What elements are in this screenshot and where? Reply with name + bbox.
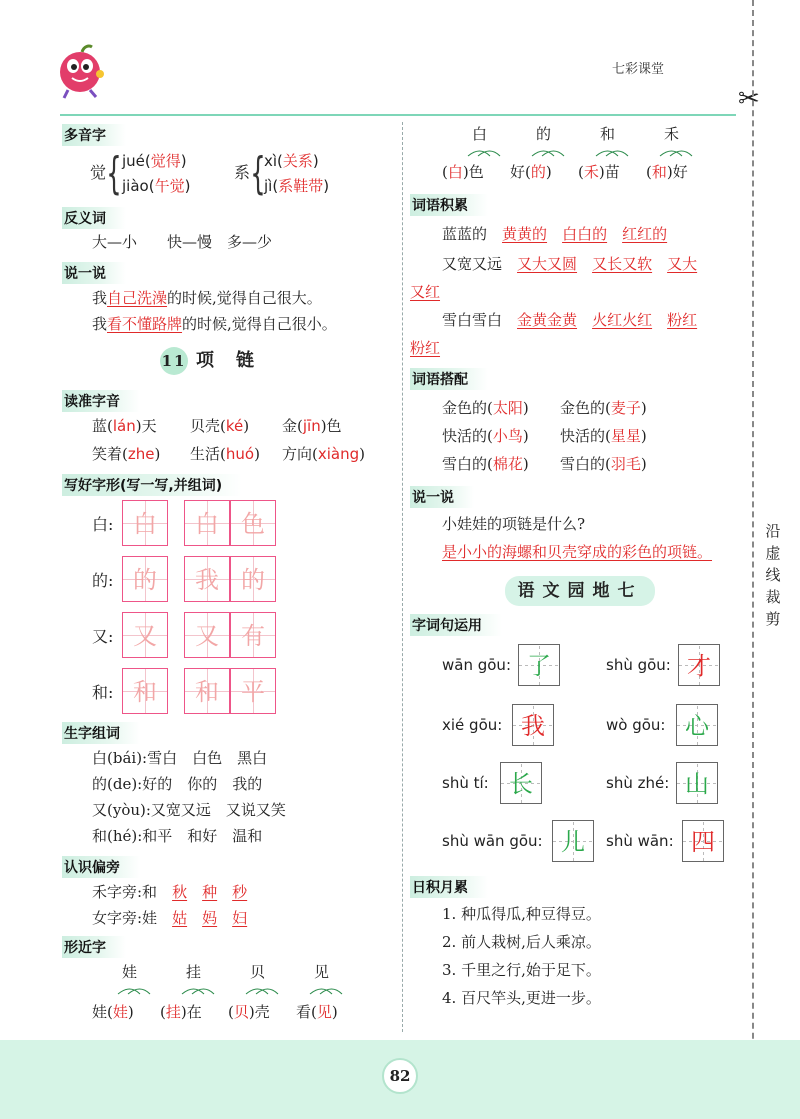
stroke-char: 儿 — [561, 828, 585, 856]
lesson-number: 11 — [160, 347, 188, 375]
stroke-char: 才 — [687, 652, 711, 680]
tian-grid — [676, 704, 718, 746]
writing-grid: 又 — [122, 612, 168, 658]
writing-grid: 色 — [230, 500, 276, 546]
saying-line: 2. 前人栽树,后人乘凉。 — [442, 933, 601, 951]
tian-grid — [678, 644, 720, 686]
writing-grid: 又 — [184, 612, 230, 658]
writing-grid: 的 — [230, 556, 276, 602]
collocation-item: 金色的(太阳) — [442, 399, 529, 417]
cut-label-char: 沿 — [765, 522, 781, 540]
pron-item: 方向(xiàng) — [282, 445, 365, 463]
writing-grid: 的 — [122, 556, 168, 602]
writing-grid: 白 — [122, 500, 168, 546]
stroke-pinyin: shù wān gōu: — [442, 832, 543, 850]
cut-label-char: 虚 — [765, 544, 781, 562]
stroke-char: 四 — [691, 828, 715, 856]
similar-char: 见 — [314, 963, 330, 981]
connector-lines — [110, 984, 350, 996]
stroke-char: 了 — [527, 652, 551, 680]
write-row-label: 的: — [92, 571, 114, 590]
similar-char: 禾 — [664, 125, 680, 143]
section-riji-heading: 日积月累 — [410, 876, 488, 898]
connector-lines — [460, 146, 700, 158]
section-xiehao-heading: 写好字形(写一写,并组词) — [62, 474, 242, 496]
section-duoyin-heading: 多音字 — [62, 124, 126, 146]
writing-grid: 我 — [184, 556, 230, 602]
lesson-name: 项 链 — [196, 350, 256, 371]
similar-char: 娃 — [122, 963, 138, 981]
word-group-line: 又(yòu):又宽又远 又说又笑 — [92, 801, 286, 819]
cut-line — [752, 0, 754, 1119]
tian-grid — [500, 762, 542, 804]
pron-item: 生活(huó) — [190, 445, 260, 463]
saying-line: 1. 种瓜得瓜,种豆得豆。 — [442, 905, 601, 923]
collocation-item: 雪白的(羽毛) — [560, 455, 647, 473]
cut-label-char: 线 — [765, 566, 781, 584]
similar-answer: (禾)苗 — [578, 163, 620, 181]
write-row-label: 白: — [92, 515, 114, 534]
polyphone-char-1: 觉 — [90, 163, 107, 182]
cut-label — [763, 520, 783, 630]
pron-item: 笑着(zhe) — [92, 445, 161, 463]
stroke-pinyin: wò gōu: — [606, 716, 666, 734]
scissors-icon: ✂ — [738, 84, 760, 114]
writing-grid: 白 — [184, 500, 230, 546]
radical-line-1: 禾字旁:和 秋 种 秒 — [92, 883, 248, 901]
stroke-pinyin: xié gōu: — [442, 716, 503, 734]
stroke-char: 山 — [685, 770, 709, 798]
word-group-line: 和(hé):和平 和好 温和 — [92, 827, 263, 845]
writing-grid: 和 — [122, 668, 168, 714]
section-zici-heading: 字词句运用 — [410, 614, 502, 636]
similar-answer: 娃(娃) — [92, 1003, 134, 1021]
collocation-item: 快活的(小鸟) — [442, 427, 529, 445]
speak-line-1: 我自己洗澡的时候,觉得自己很大。 — [92, 289, 322, 307]
writing-grid: 和 — [184, 668, 230, 714]
section-dapei-heading: 词语搭配 — [410, 368, 488, 390]
speak-question: 小娃娃的项链是什么? — [442, 515, 586, 533]
polyphone-1-reading-2: jiào(午觉) — [122, 177, 191, 195]
tian-grid — [552, 820, 594, 862]
tian-grid — [512, 704, 554, 746]
write-row-label: 和: — [92, 683, 114, 702]
stroke-pinyin: wān gōu: — [442, 656, 511, 674]
section-pianpang-heading: 认识偏旁 — [62, 856, 140, 878]
stroke-pinyin: shù zhé: — [606, 774, 670, 792]
collocation-item: 快活的(星星) — [560, 427, 647, 445]
word-group-line: 白(bái):雪白 白色 黑白 — [92, 749, 268, 767]
stroke-pinyin: shù tí: — [442, 774, 489, 792]
similar-answer: (贝)壳 — [228, 1003, 270, 1021]
antonyms-text: 大—小 快—慢 多—少 — [92, 233, 273, 251]
write-row-label: 又: — [92, 627, 114, 646]
word-accum-line-1: 蓝蓝的 黄黄的 白白的 红红的 — [442, 225, 668, 243]
radical-line-2: 女字旁:娃 姑 妈 妇 — [92, 909, 248, 927]
pron-item: 金(jīn)色 — [282, 417, 342, 435]
section-shuo-heading: 说一说 — [62, 262, 126, 284]
section-xingjin-heading: 形近字 — [62, 936, 126, 958]
cut-label-char: 裁 — [765, 588, 781, 606]
header-divider — [60, 114, 736, 116]
stroke-char: 我 — [521, 712, 545, 740]
word-group-line: 的(de):好的 你的 我的 — [92, 775, 263, 793]
header-title: 七彩课堂 — [612, 62, 665, 77]
tian-grid — [518, 644, 560, 686]
section-fanyi-heading: 反义词 — [62, 207, 126, 229]
tian-grid — [682, 820, 724, 862]
saying-line: 4. 百尺竿头,更进一步。 — [442, 989, 601, 1007]
collocation-item: 雪白的(棉花) — [442, 455, 529, 473]
collocation-item: 金色的(麦子) — [560, 399, 647, 417]
stroke-char: 心 — [685, 712, 709, 740]
unit-title: 语文园地七 — [505, 576, 655, 606]
polyphone-2-reading-2: jì(系鞋带) — [264, 177, 330, 195]
similar-answer: 好(的) — [510, 163, 552, 181]
speak-line-2: 我看不懂路牌的时候,觉得自己很小。 — [92, 315, 337, 333]
section-shengzi-heading: 生字组词 — [62, 722, 140, 744]
apple-mascot-icon — [56, 44, 106, 100]
tian-grid — [676, 762, 718, 804]
similar-answer: (和)好 — [646, 163, 688, 181]
section-shuo2-heading: 说一说 — [410, 486, 474, 508]
section-duzhun-heading: 读准字音 — [62, 390, 140, 412]
similar-char: 和 — [600, 125, 616, 143]
word-accum-line-2: 又宽又远 又大又圆 又长又软 又大 — [442, 255, 698, 273]
writing-grid: 平 — [230, 668, 276, 714]
section-ciyu-heading: 词语积累 — [410, 194, 488, 216]
saying-line: 3. 千里之行,始于足下。 — [442, 961, 601, 979]
similar-char: 挂 — [186, 963, 202, 981]
brace-icon: { — [250, 148, 266, 199]
stroke-pinyin: shù gōu: — [606, 656, 671, 674]
brace-icon: { — [106, 148, 122, 199]
polyphone-1-reading-1: jué(觉得) — [122, 152, 187, 170]
pron-item: 贝壳(ké) — [190, 417, 250, 435]
writing-grid: 有 — [230, 612, 276, 658]
speak-answer: 是小小的海螺和贝壳穿成的彩色的项链。 — [442, 543, 713, 561]
polyphone-char-2: 系 — [234, 163, 251, 182]
similar-answer: (白)色 — [442, 163, 484, 181]
word-accum-line-3b: 粉红 — [410, 339, 441, 357]
cut-label-char: 剪 — [765, 610, 781, 628]
stroke-pinyin: shù wān: — [606, 832, 674, 850]
pron-item: 蓝(lán)天 — [92, 417, 157, 435]
similar-char: 贝 — [250, 963, 266, 981]
lesson-title — [160, 346, 256, 375]
similar-char: 白 — [472, 125, 488, 143]
polyphone-2-reading-1: xì(关系) — [264, 152, 319, 170]
page-number: 82 — [382, 1058, 418, 1094]
word-accum-line-3: 雪白雪白 金黄金黄 火红火红 粉红 — [442, 311, 698, 329]
column-divider — [402, 122, 403, 1032]
similar-answer: (挂)在 — [160, 1003, 202, 1021]
word-accum-line-2b: 又红 — [410, 283, 441, 301]
similar-answer: 看(见) — [296, 1003, 338, 1021]
stroke-char: 长 — [509, 770, 533, 798]
similar-char: 的 — [536, 125, 552, 143]
